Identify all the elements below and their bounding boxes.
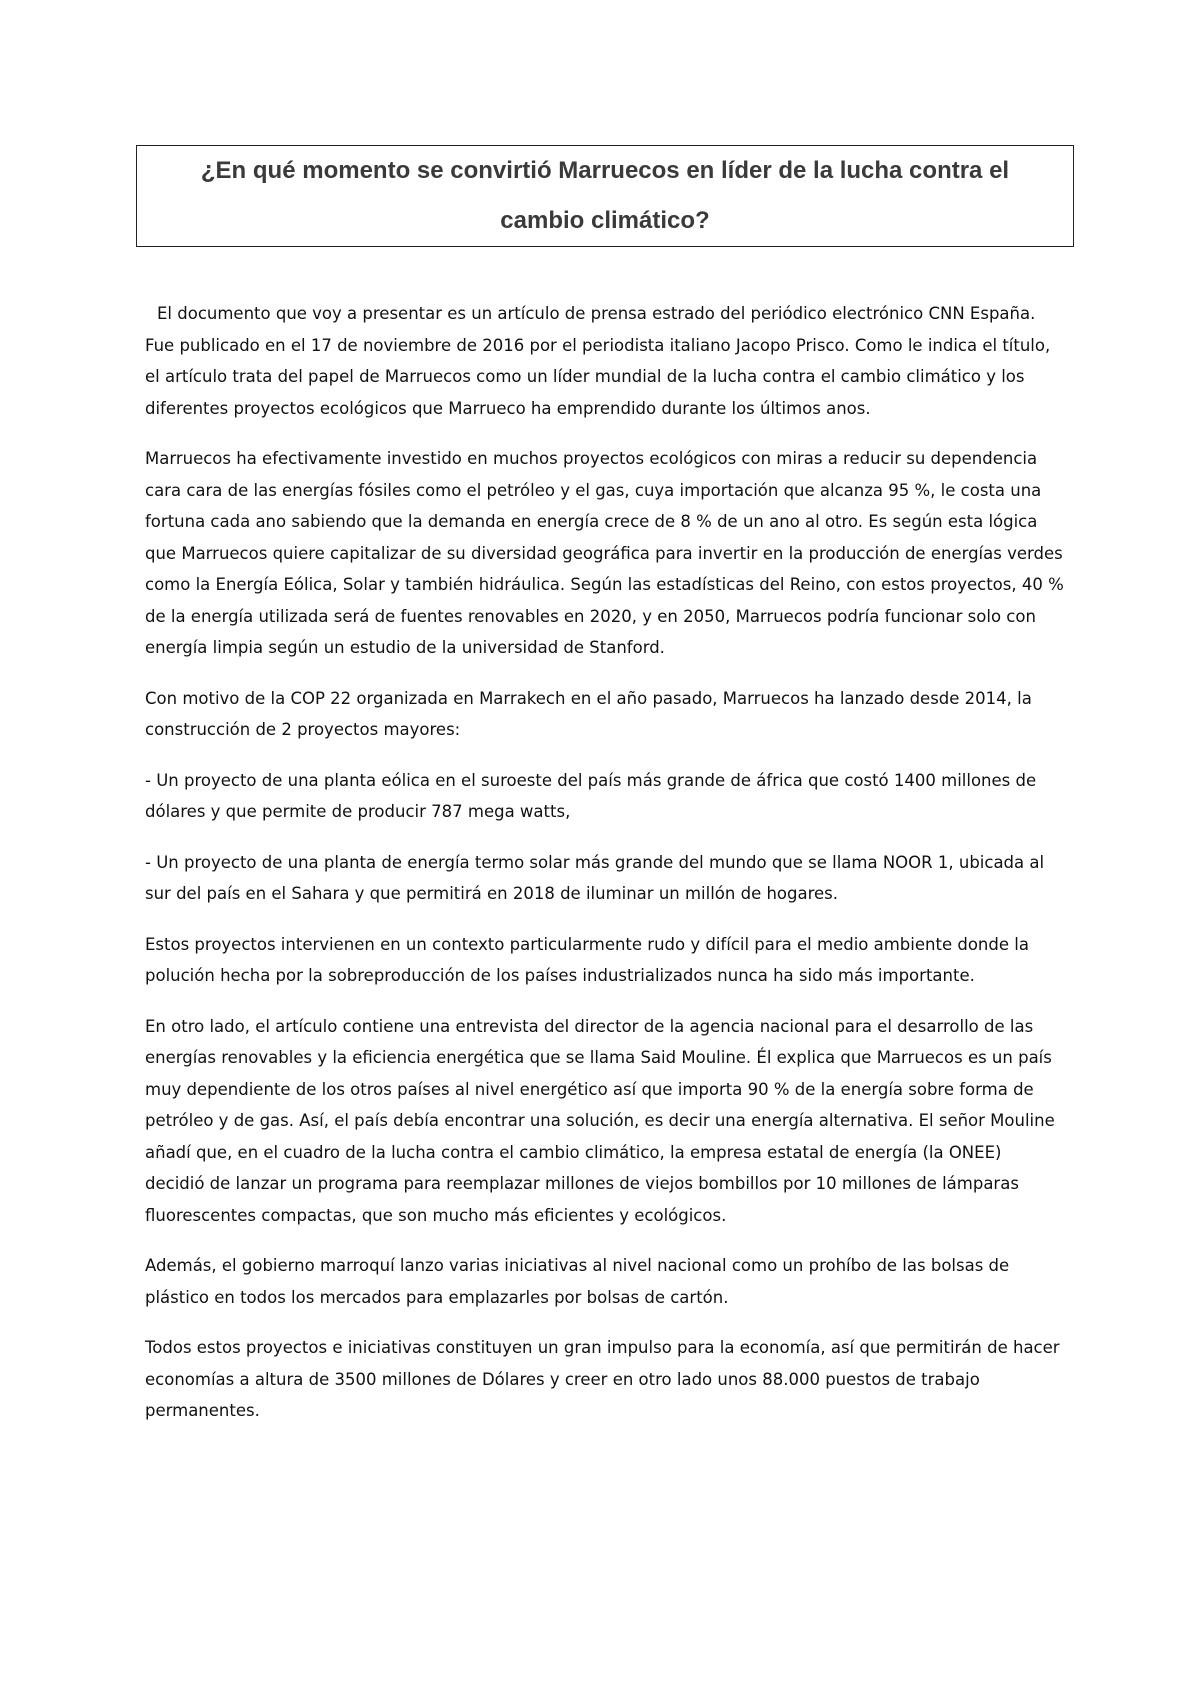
document-body [145,298,1065,1446]
document-title: ¿En qué momento se convirtió Marruecos en líder de la lucha contra el cambio climático? [200,157,1010,234]
paragraph-interview: En otro lado, el artículo contiene una entrevista del director de la agencia nacional para el desarrollo de las energías renovables y la eficiencia energética que se llama Said Mouline. Él explica que Marruecos es un país muy dependiente de los otros países al nivel energético así que importa 90 % de la energía sobre forma de petróleo y de gas. Así, el país debía encontrar una solución, es decir una energía alternativa. El señor Mouline añadí que, en el cuadro de la lucha contra el cambio climático, la empresa estatal de energía (la ONEE) decidió de lanzar un programa para reemplazar millones de viejos bombillos por 10 millones de lámparas fluorescentes compactas, que son mucho más eficientes y ecológicos. [145,1016,1055,1225]
paragraph-investment: Marruecos ha efectivamente investido en muchos proyectos ecológicos con miras a reducir su dependencia cara cara de las energías fósiles como el petróleo y el gas, cuya importación que alcanza 95 %, le costa una fortuna cada ano sabiendo que la demanda en energía crece de 8 % de un ano al otro. Es según esta lógica que Marruecos quiere capitalizar de su diversidad geográfica para invertir en la producción de energías verdes como la Energía Eólica, Solar y también hidráulica. Según las estadísticas del Reino, con estos proyectos, 40 % de la energía utilizada será de fuentes renovables en 2020, y en 2050, Marruecos podría funcionar solo con energía limpia según un estudio de la universidad de Stanford. [145,449,1064,657]
paragraph-economy: Todos estos proyectos e iniciativas constituyen un gran impulso para la economía, así que permitirán de hacer economías a altura de 3500 millones de Dólares y creer en otro lado unos 88.000 puestos de trabajo permanentes. [145,1338,1060,1420]
paragraph-solar-project: - Un proyecto de una planta de energía termo solar más grande del mundo que se llama NOOR 1, ubicada al sur del país en el Sahara y que permitirá en 2018 de iluminar un millón de hogares. [145,852,1045,903]
paragraph-intro: El documento que voy a presentar es un artículo de prensa estrado del periódico electrónico CNN España. Fue publicado en el 17 de noviembre de 2016 por el periodista italiano Jacopo Prisco. Como le indica el título, el artículo trata del papel de Marruecos como un líder mundial de la lucha contra el cambio climático y los diferentes proyectos ecológicos que Marrueco ha emprendido durante los últimos anos. [145,304,1051,418]
paragraph-cop22: Con motivo de la COP 22 organizada en Marrakech en el año pasado, Marruecos ha lanzado desde 2014, la construcción de 2 proyectos mayores: [145,688,1032,739]
paragraph-context: Estos proyectos intervienen en un contexto particularmente rudo y difícil para el medio ambiente donde la polución hecha por la sobreproducción de los países industrializados nunca ha sido más importante. [145,934,1029,985]
paragraph-wind-project: - Un proyecto de una planta eólica en el suroeste del país más grande de áfrica que costó 1400 millones de dólares y que permite de producir 787 mega watts, [145,770,1037,821]
paragraph-initiatives: Además, el gobierno marroquí lanzo varias iniciativas al nivel nacional como un prohíbo de las bolsas de plástico en todos los mercados para emplazarles por bolsas de cartón. [145,1256,1010,1307]
title-box [136,145,1074,247]
